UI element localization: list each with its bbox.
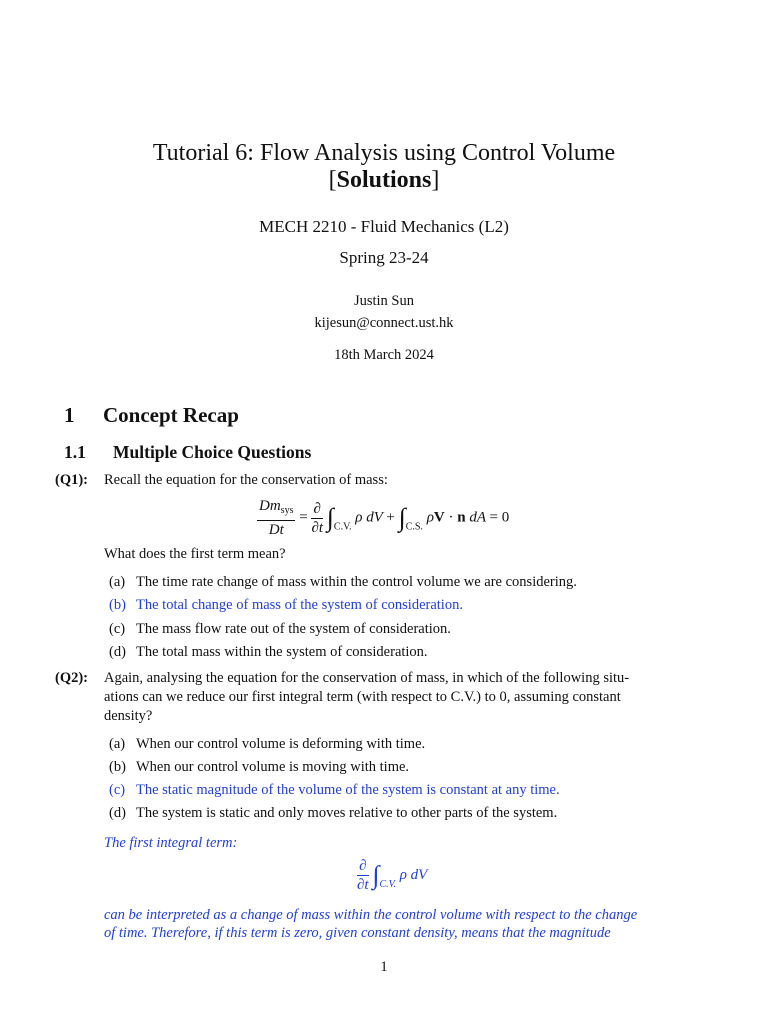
q2-option-b: When our control volume is moving with time. xyxy=(136,759,410,775)
term: Spring 23-24 xyxy=(339,248,429,267)
q1-label: (Q1): xyxy=(55,472,89,488)
q1-option-a: The time rate change of mass within the control volume we are considering. xyxy=(136,574,577,590)
q2-prompt-line2: ations can we reduce our first integral term (with respect to C.V.) to 0, assuming constant xyxy=(104,689,621,705)
q2-option-a: When our control volume is deforming with time. xyxy=(136,736,426,752)
q1-option-c: The mass flow rate out of the system of consideration. xyxy=(136,621,451,637)
q2-option-d-letter: (d) xyxy=(109,805,126,821)
date: 18th March 2024 xyxy=(334,347,434,363)
q2-explanation-line2: of time. Therefore, if this term is zero, given constant density, means that the magnitude xyxy=(104,925,611,941)
document-subtitle: [Solutions] xyxy=(328,167,440,193)
course-name: MECH 2210 - Fluid Mechanics (L2) xyxy=(259,217,509,236)
page-number: 1 xyxy=(380,959,388,975)
q2-option-a-letter: (a) xyxy=(109,736,126,752)
section-title: Concept Recap xyxy=(103,403,239,427)
q2-prompt-line1: Again, analysing the equation for the conservation of mass, in which of the following situ- xyxy=(104,670,630,686)
section-number: 1 xyxy=(64,403,75,427)
q1-question: What does the first term mean? xyxy=(104,546,286,562)
author: Justin Sun xyxy=(353,293,415,309)
subsection-number: 1.1 xyxy=(64,442,86,462)
q2-explanation-intro: The first integral term: xyxy=(104,835,238,851)
q2-prompt-line3: density? xyxy=(104,708,153,724)
q2-option-b-letter: (b) xyxy=(109,759,126,775)
q2-explanation-line1: can be interpreted as a change of mass within the control volume with respect to the change xyxy=(104,907,638,923)
email: kijesun@connect.ust.hk xyxy=(314,315,454,331)
mass-conservation-equation: $\frac{Dm_{sys}}{Dt}$ = $\frac{\partial}{\partial t}$ $\int_{C.V.}$ ρ dV + $\int_{C.S.}$ ρV · n dA = 0 xyxy=(259,498,510,538)
q1-option-b-letter: (b) xyxy=(109,597,126,613)
q1-option-c-letter: (c) xyxy=(109,621,126,637)
q1-option-b-answer: The total change of mass of the system of consideration. xyxy=(136,597,463,613)
q1-option-d: The total mass within the system of consideration. xyxy=(136,644,428,660)
q2-option-c-answer: The static magnitude of the volume of the system is constant at any time. xyxy=(136,782,560,798)
subsection-title: Multiple Choice Questions xyxy=(113,442,312,462)
first-integral-term-equation: $\frac{\partial}{\partial t}$ $\int_{C.V.}$ ρ dV xyxy=(357,858,428,893)
q1-prompt: Recall the equation for the conservation of mass: xyxy=(104,472,388,488)
q1-option-a-letter: (a) xyxy=(109,574,126,590)
q1-option-d-letter: (d) xyxy=(109,644,126,660)
q2-label: (Q2): xyxy=(55,670,89,686)
q2-option-c-letter: (c) xyxy=(109,782,126,798)
document-title: Tutorial 6: Flow Analysis using Control Volume xyxy=(152,140,616,166)
q2-option-d: The system is static and only moves relative to other parts of the system. xyxy=(136,805,558,821)
